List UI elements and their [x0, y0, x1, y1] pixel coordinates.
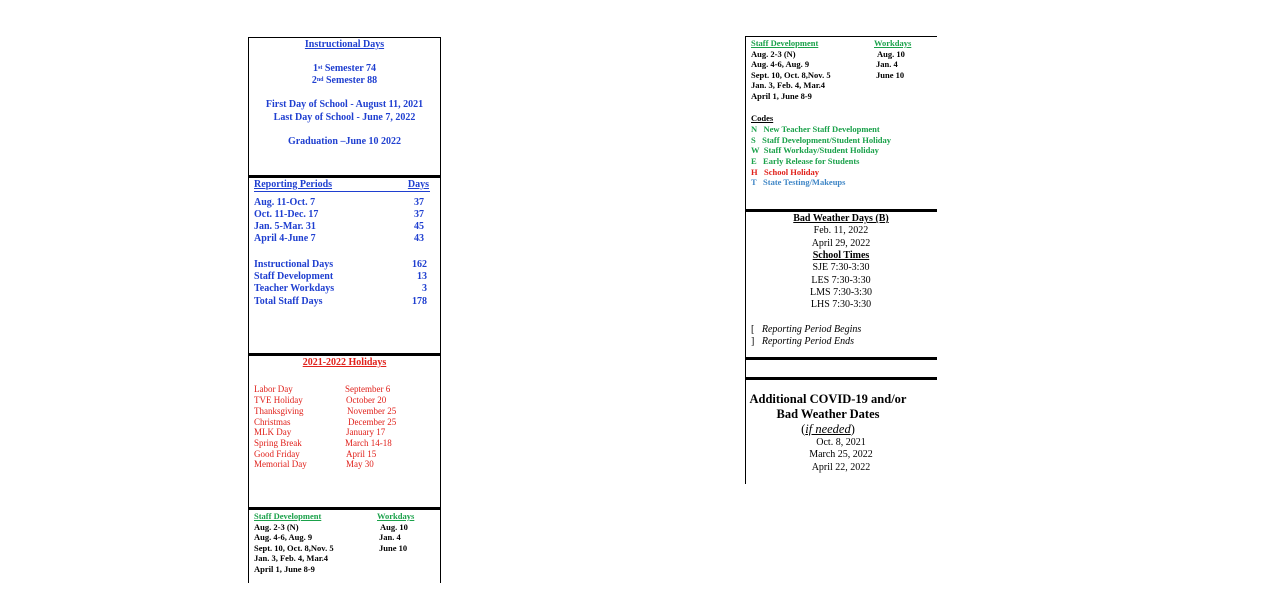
- staff-date: Jan. 3, Feb. 4, Mar.4: [751, 80, 826, 90]
- total-days: 3: [422, 283, 427, 294]
- staff-date: April 1, June 8-9: [254, 564, 315, 574]
- holiday-date: October 20: [346, 395, 387, 405]
- covid-date: Oct. 8, 2021: [816, 437, 866, 448]
- staff-date: April 1, June 8-9: [751, 91, 812, 101]
- total-days: 13: [417, 271, 427, 282]
- code-item: T State Testing/Makeups: [751, 177, 846, 187]
- right-divider-2: [745, 357, 937, 360]
- right-divider-1: [745, 209, 937, 212]
- first-day: First Day of School - August 11, 2021: [265, 99, 424, 110]
- last-day: Last Day of School - June 7, 2022: [273, 112, 416, 123]
- covid-title-line1: Additional COVID-19 and/or: [749, 392, 907, 406]
- total-label: Teacher Workdays: [254, 283, 335, 294]
- holiday-name: Memorial Day: [254, 459, 307, 469]
- bad-weather-title: Bad Weather Days (B): [793, 213, 889, 224]
- period-days: 45: [414, 221, 424, 232]
- covid-date: March 25, 2022: [809, 449, 873, 460]
- staff-date: Sept. 10, Oct. 8,Nov. 5: [254, 543, 334, 553]
- staff-date: Aug. 4-6, Aug. 9: [254, 532, 313, 542]
- covid-title-line2: Bad Weather Dates: [776, 407, 880, 421]
- reporting-periods-title: Reporting Periods: [254, 179, 333, 190]
- semester-1: 1st Semester 74: [312, 63, 377, 74]
- holiday-name: MLK Day: [254, 427, 292, 437]
- holiday-name: Thanksgiving: [254, 406, 304, 416]
- period-label: April 4-June 7: [254, 233, 316, 244]
- holiday-date: January 17: [346, 427, 386, 437]
- holiday-name: Christmas: [254, 417, 291, 427]
- workday-date: Jan. 4: [876, 59, 898, 69]
- staff-date: Jan. 3, Feb. 4, Mar.4: [254, 553, 329, 563]
- graduation: Graduation –June 10 2022: [287, 136, 402, 147]
- header-underline: [254, 191, 430, 192]
- period-days: 37: [414, 197, 424, 208]
- right-divider-3: [745, 377, 937, 380]
- holiday-name: Spring Break: [254, 438, 302, 448]
- school-time: LES 7:30-3:30: [811, 275, 871, 286]
- school-time: LHS 7:30-3:30: [810, 299, 872, 310]
- holiday-date: March 14-18: [345, 438, 392, 448]
- school-time: SJE 7:30-3:30: [812, 262, 870, 273]
- holiday-date: April 15: [346, 449, 377, 459]
- workday-date: Aug. 10: [877, 49, 905, 59]
- staff-date: Sept. 10, Oct. 8,Nov. 5: [751, 70, 831, 80]
- staff-date: Aug. 2-3 (N): [254, 522, 299, 532]
- period-days: 37: [414, 209, 424, 220]
- right-top-rule: [745, 36, 937, 37]
- divider-2: [248, 353, 441, 356]
- period-label: Oct. 11-Dec. 17: [254, 209, 319, 220]
- staff-date: Aug. 4-6, Aug. 9: [751, 59, 810, 69]
- holiday-name: TVE Holiday: [254, 395, 303, 405]
- bad-weather-date: April 29, 2022: [811, 238, 871, 249]
- code-item: W Staff Workday/Student Holiday: [751, 145, 879, 155]
- bad-weather-date: Feb. 11, 2022: [813, 225, 869, 236]
- school-times-title: School Times: [812, 250, 870, 261]
- legend-period-ends: ] Reporting Period Ends: [751, 336, 855, 347]
- code-item: H School Holiday: [751, 167, 820, 177]
- code-item: S Staff Development/Student Holiday: [751, 135, 892, 145]
- holidays-title: 2021-2022 Holidays: [302, 357, 387, 368]
- total-days: 162: [412, 259, 427, 270]
- top-rule: [248, 37, 441, 38]
- staff-development-title: Staff Development: [254, 511, 322, 521]
- workday-date: Aug. 10: [380, 522, 408, 532]
- total-label: Instructional Days: [254, 259, 334, 270]
- holiday-name: Good Friday: [254, 449, 300, 459]
- school-time: LMS 7:30-3:30: [810, 287, 872, 298]
- holiday-date: December 25: [348, 417, 397, 427]
- workday-date: June 10: [876, 70, 905, 80]
- workdays-title: Workdays: [377, 511, 415, 521]
- divider-3: [248, 507, 441, 510]
- total-label: Staff Development: [254, 271, 334, 282]
- workday-date: June 10: [379, 543, 408, 553]
- workdays-title: Workdays: [874, 38, 912, 48]
- workday-date: Jan. 4: [379, 532, 401, 542]
- codes-title: Codes: [751, 113, 774, 123]
- instructional-days-title: Instructional Days: [304, 39, 385, 50]
- legend-period-begins: [ Reporting Period Begins: [751, 324, 862, 335]
- code-item: N New Teacher Staff Development: [751, 124, 880, 134]
- period-days: 43: [414, 233, 424, 244]
- total-days: 178: [412, 296, 427, 307]
- covid-date: April 22, 2022: [811, 462, 871, 473]
- days-header: Days: [407, 179, 429, 190]
- holiday-date: May 30: [346, 459, 374, 469]
- holiday-name: Labor Day: [254, 384, 293, 394]
- holiday-date: September 6: [345, 384, 391, 394]
- code-item: E Early Release for Students: [751, 156, 860, 166]
- staff-development-title: Staff Development: [751, 38, 819, 48]
- staff-date: Aug. 2-3 (N): [751, 49, 796, 59]
- period-label: Jan. 5-Mar. 31: [254, 221, 316, 232]
- semester-2: 2nd Semester 88: [311, 75, 378, 86]
- period-label: Aug. 11-Oct. 7: [254, 197, 316, 208]
- holiday-date: November 25: [347, 406, 397, 416]
- divider-1: [248, 175, 441, 178]
- total-label: Total Staff Days: [254, 296, 323, 307]
- if-needed: (if needed): [801, 422, 855, 436]
